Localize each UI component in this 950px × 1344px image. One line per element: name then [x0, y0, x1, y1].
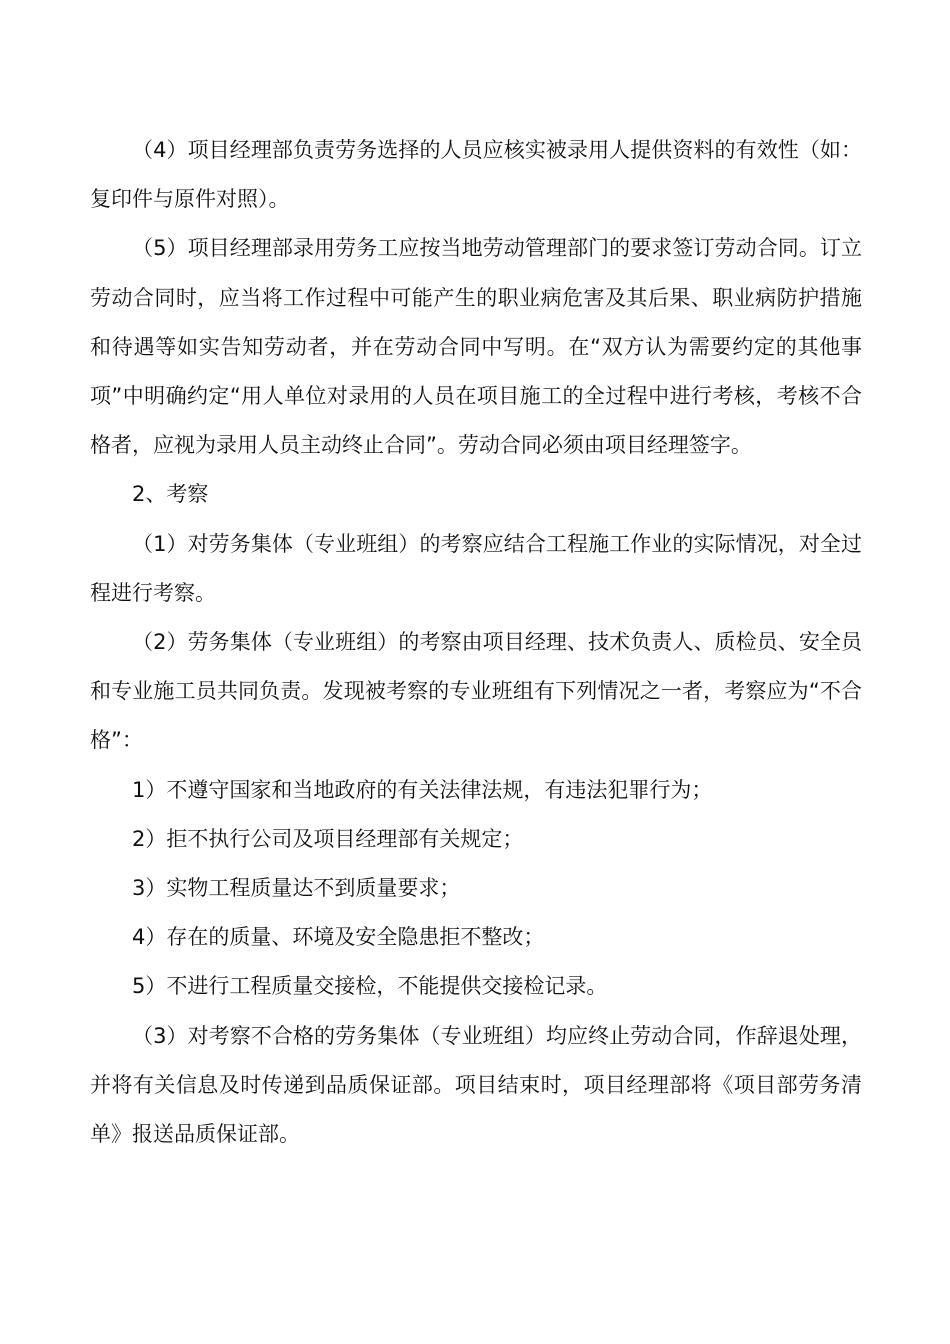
list-item-condition-2: 2）拒不执行公司及项目经理部有关规定； [132, 826, 524, 851]
list-item-condition-4: 4）存在的质量、环境及安全隐患拒不整改； [132, 925, 545, 950]
document-body [90, 126, 862, 1159]
paragraph-inspection-item-2: （2）劳务集体（专业班组）的考察由项目经理、技术负责人、质检员、安全员和专业施工员共同负责。发现被考察的专业班组有下列情况之一者，考察应为“不合格”： [90, 630, 862, 753]
paragraph-inspection-item-1: （1）对劳务集体（专业班组）的考察应结合工程施工作业的实际情况，对全过程进行考察。 [90, 531, 862, 605]
list-item-condition-5: 5）不进行工程质量交接检，不能提供交接检记录。 [132, 974, 608, 999]
list-item-condition-1: 1）不遵守国家和当地政府的有关法律法规，有违法犯罪行为； [132, 777, 713, 802]
paragraph-inspection-item-3: （3）对考察不合格的劳务集体（专业班组）均应终止劳动合同，作辞退处理，并将有关信息及时传递到品质保证部。项目结束时，项目经理部将《项目部劳务清单》报送品质保证部。 [90, 1023, 862, 1147]
list-item-condition-3: 3）实物工程质量达不到质量要求； [132, 876, 461, 901]
section-heading-inspection: 2、考察 [132, 482, 209, 507]
paragraph-item-5-labor-contract: （5）项目经理部录用劳务工应按当地劳动管理部门的要求签订劳动合同。订立劳动合同时，应当将工作过程中可能产生的职业病危害及其后果、职业病防护措施和待遇等如实告知劳动者，并在劳动合同中写明。在“双方认为需要约定的其他事项”中明确约定“用人单位对录用的人员在项目施工的全过程中进行考核，考核不合格者，应视为录用人员主动终止合同”。劳动合同必须由项目经理签字。 [90, 236, 862, 458]
paragraph-item-4-verification: （4）项目经理部负责劳务选择的人员应核实被录用人提供资料的有效性（如：复印件与原件对照）。 [90, 138, 862, 212]
